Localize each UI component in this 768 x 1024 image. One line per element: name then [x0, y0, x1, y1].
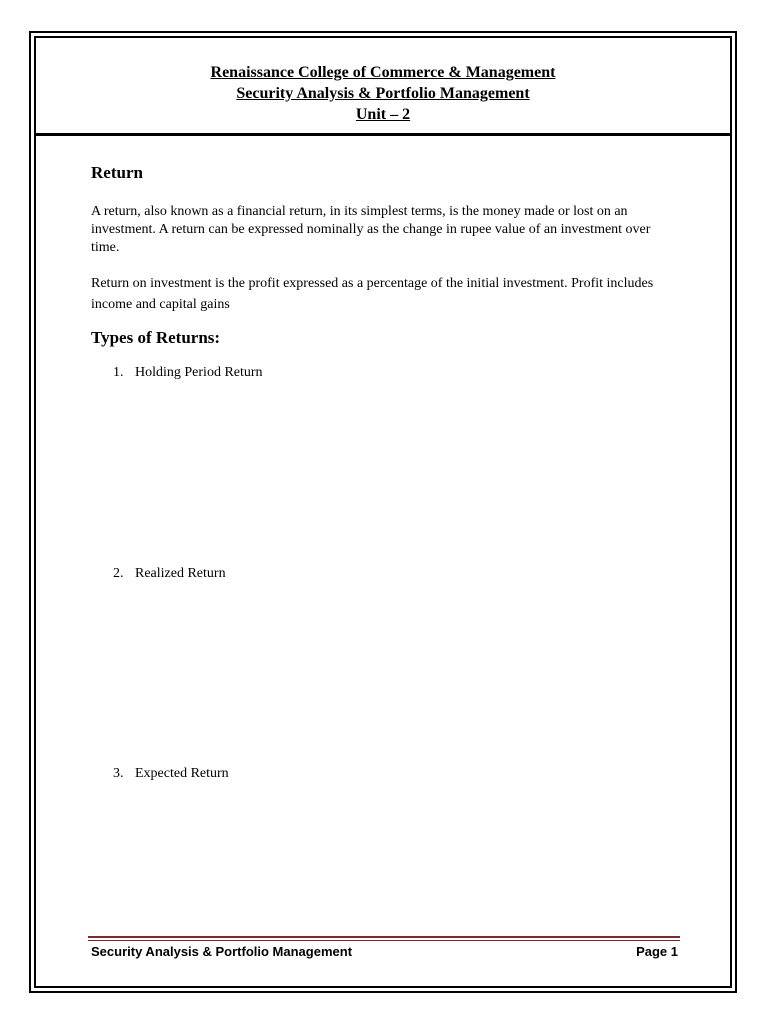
section-title-return: Return — [91, 163, 143, 182]
page-number: Page 1 — [636, 944, 678, 959]
list-label: Holding Period Return — [135, 365, 263, 380]
list-label: Expected Return — [135, 766, 229, 781]
college-name: Renaissance College of Commerce & Management — [210, 64, 556, 81]
return-paragraph-1: A return, also known as a financial return, in its simplest terms, is the money made or lost on an investment. A return can be expressed nominally as the change in rupee value of an investment over time. — [91, 204, 651, 255]
list-number: 1. — [113, 365, 124, 380]
course-title: Security Analysis & Portfolio Management — [236, 85, 530, 102]
return-paragraph-2: Return on investment is the profit expressed as a percentage of the initial investment. Profit includes income and capital gains — [91, 276, 654, 312]
list-number: 2. — [113, 566, 124, 581]
unit-title: Unit – 2 — [355, 106, 411, 123]
list-item — [113, 766, 229, 782]
header-divider — [36, 133, 730, 136]
footer-divider — [88, 936, 680, 938]
footer-divider-thin — [88, 940, 680, 941]
list-label: Realized Return — [135, 566, 226, 581]
list-item — [113, 566, 226, 582]
footer-course-name: Security Analysis & Portfolio Management — [91, 944, 353, 959]
section-title-types: Types of Returns: — [91, 328, 221, 347]
list-item — [113, 365, 263, 381]
list-number: 3. — [113, 766, 124, 781]
document-header — [36, 62, 730, 125]
